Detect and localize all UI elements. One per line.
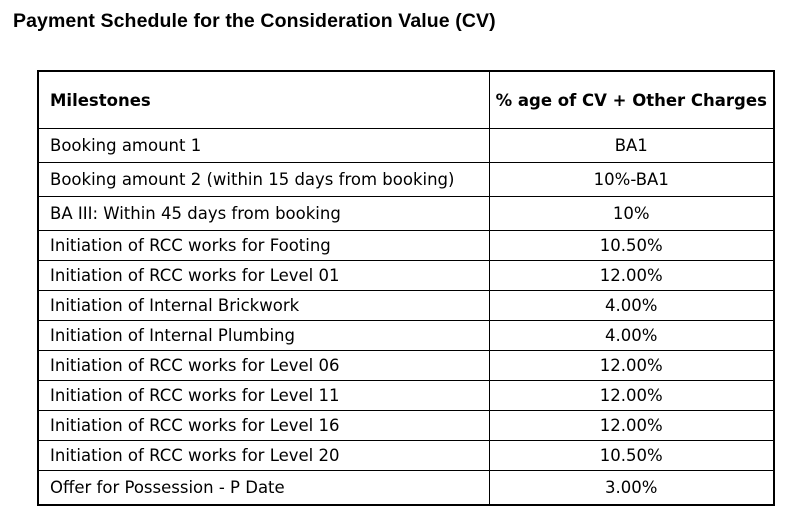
milestone-cell: Initiation of RCC works for Level 06 xyxy=(38,351,489,381)
cv-percentage-cell: BA1 xyxy=(489,129,774,163)
milestone-cell: Initiation of RCC works for Level 20 xyxy=(38,441,489,471)
table-row xyxy=(38,129,774,163)
table-row xyxy=(38,197,774,231)
cv-percentage-cell: 3.00% xyxy=(489,471,774,506)
cv-percentage-cell: 4.00% xyxy=(489,291,774,321)
milestone-cell: Offer for Possession - P Date xyxy=(38,471,489,506)
table-row xyxy=(38,351,774,381)
table-row xyxy=(38,231,774,261)
milestone-cell: Initiation of RCC works for Level 11 xyxy=(38,381,489,411)
page-title: Payment Schedule for the Consideration Value (CV) xyxy=(13,10,496,32)
table-row xyxy=(38,321,774,351)
table-row xyxy=(38,261,774,291)
milestone-cell: Initiation of RCC works for Footing xyxy=(38,231,489,261)
milestone-cell: Initiation of Internal Brickwork xyxy=(38,291,489,321)
cv-percentage-cell: 12.00% xyxy=(489,261,774,291)
cv-percentage-cell: 10.50% xyxy=(489,231,774,261)
milestone-cell: Booking amount 1 xyxy=(38,129,489,163)
cv-percentage-cell: 12.00% xyxy=(489,381,774,411)
milestone-cell: Booking amount 2 (within 15 days from booking) xyxy=(38,163,489,197)
table-header-row xyxy=(38,71,774,129)
milestone-cell: Initiation of Internal Plumbing xyxy=(38,321,489,351)
table-row xyxy=(38,381,774,411)
milestone-cell: Initiation of RCC works for Level 16 xyxy=(38,411,489,441)
milestone-cell: BA III: Within 45 days from booking xyxy=(38,197,489,231)
cv-percentage-cell: 12.00% xyxy=(489,351,774,381)
cv-percentage-cell: 10% xyxy=(489,197,774,231)
cv-percentage-cell: 12.00% xyxy=(489,411,774,441)
table-row xyxy=(38,163,774,197)
table-row xyxy=(38,411,774,441)
table-row xyxy=(38,291,774,321)
cv-percentage-cell: 10.50% xyxy=(489,441,774,471)
cv-percentage-cell: 10%-BA1 xyxy=(489,163,774,197)
payment-schedule-table xyxy=(37,70,775,506)
column-header-cv-charges: % age of CV + Other Charges xyxy=(489,71,774,129)
table-row xyxy=(38,441,774,471)
milestone-cell: Initiation of RCC works for Level 01 xyxy=(38,261,489,291)
column-header-milestones: Milestones xyxy=(38,71,489,129)
table-row xyxy=(38,471,774,506)
cv-percentage-cell: 4.00% xyxy=(489,321,774,351)
